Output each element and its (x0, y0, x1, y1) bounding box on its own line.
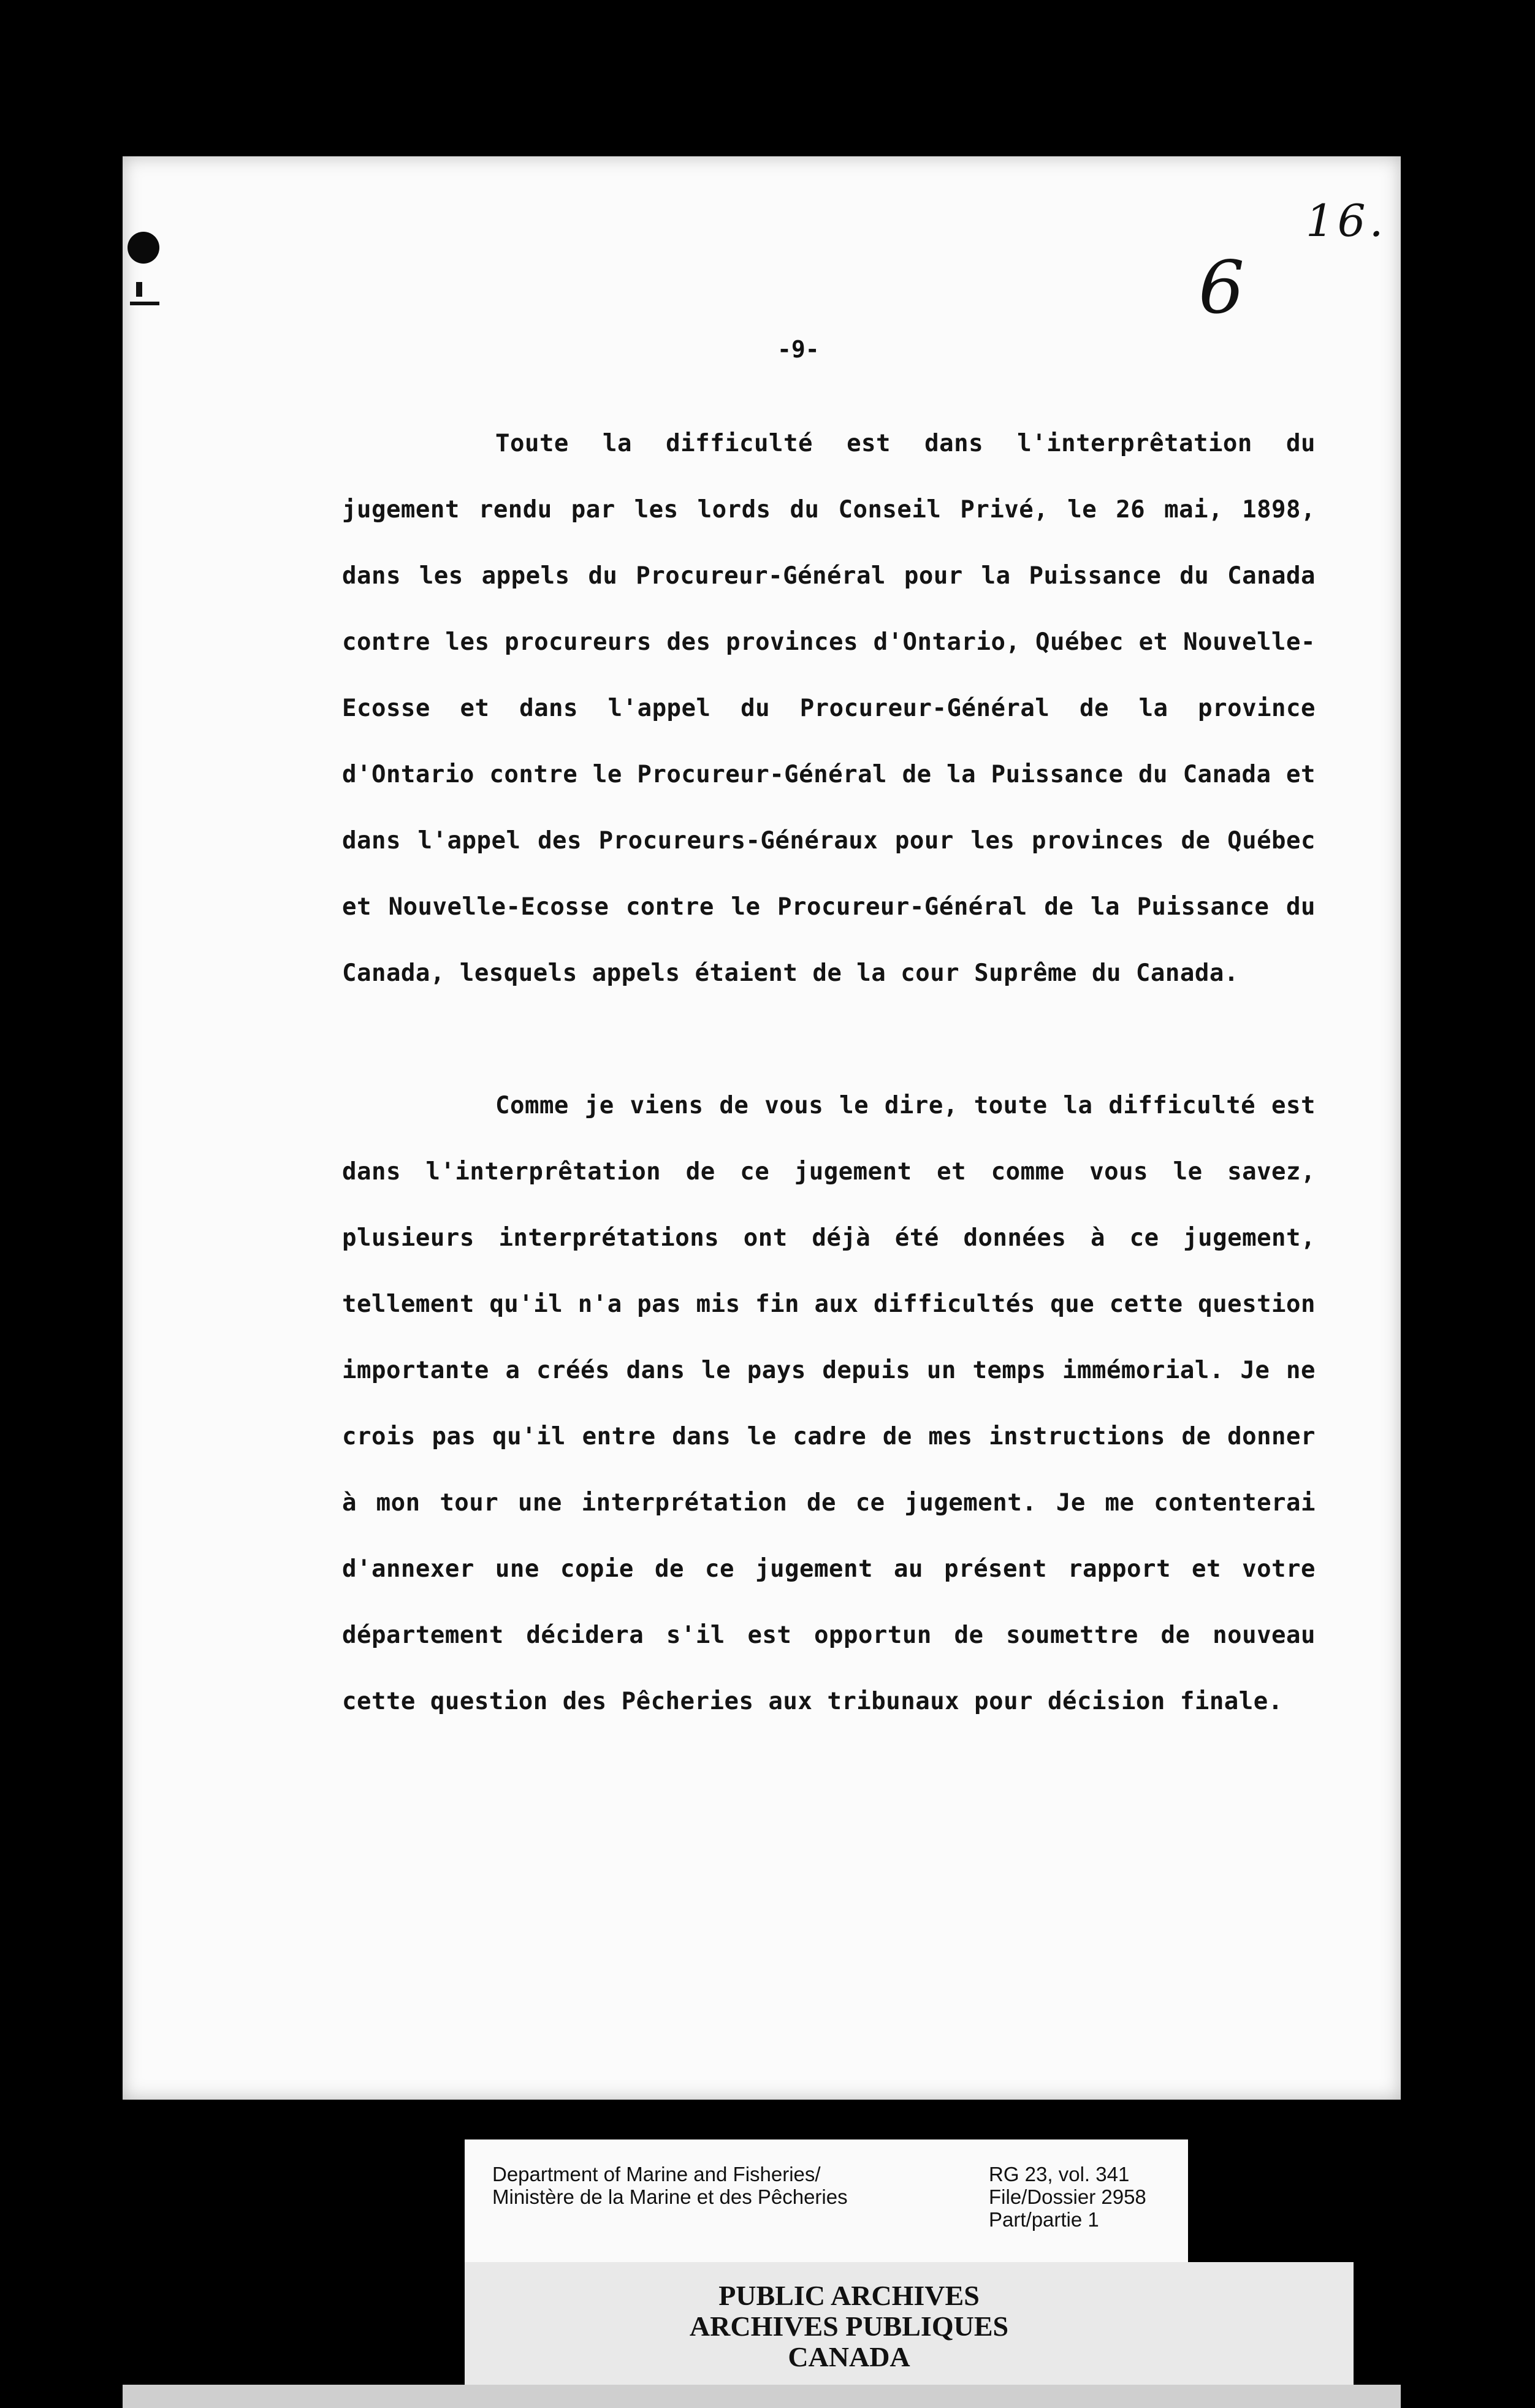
film-edge (123, 2385, 1401, 2408)
handwritten-page-mark: 6 (1198, 245, 1245, 330)
margin-dash (130, 302, 159, 305)
department-french: Ministère de la Marine et des Pêcheries (492, 2185, 848, 2208)
handwritten-folio-number: 16. (1306, 195, 1387, 246)
archive-reference-label (465, 2139, 1188, 2262)
paragraph-2: Comme je viens de vous le dire, toute la difficulté est dans l'interprêtation de ce jugement et comme vous le savez, plusieurs interprétations ont déjà été données à ce jugement, tellement qu'il n'a pas mis fin aux difficultés que cette question importante a créés dans le pays depuis un temps immémorial. Je ne crois pas qu'il entre dans le cadre de mes instructions de donner à mon tour une interprétation de ce jugement. Je me contenterai d'annexer une copie de ce jugement au présent rapport et votre département décidera s'il est opportun de soumettre de nouveau cette question des Pêcheries aux tribunaux pour décision finale. (342, 1092, 1316, 1715)
stamp-line-french: ARCHIVES PUBLIQUES (689, 2311, 1009, 2342)
typed-letter-body (342, 411, 1316, 1735)
file-number: File/Dossier 2958 (989, 2185, 1146, 2208)
stamp-line-english: PUBLIC ARCHIVES (718, 2280, 980, 2311)
margin-mark (136, 282, 142, 297)
punch-hole (128, 232, 159, 264)
paragraph-1: Toute la difficulté est dans l'interprêtation du jugement rendu par les lords du Conseil Privé, le 26 mai, 1898, dans les appels du Procureur-Général pour la Puissance du Canada contre les procureurs des provinces d'Ontario, Québec et Nouvelle-Ecosse et dans l'appel du Procureur-Général de la province d'Ontario contre le Procureur-Général de la Puissance du Canada et dans l'appel des Procureurs-Généraux pour les provinces de Québec et Nouvelle-Ecosse contre le Procureur-Général de la Puissance du Canada, lesquels appels étaient de la cour Suprême du Canada. (342, 430, 1316, 987)
stamp-line-country: CANADA (788, 2341, 910, 2372)
department-english: Department of Marine and Fisheries/ (492, 2163, 821, 2185)
part-number: Part/partie 1 (989, 2208, 1099, 2231)
public-archives-stamp (465, 2262, 1354, 2385)
page-number: -9- (777, 336, 820, 363)
record-group: RG 23, vol. 341 (989, 2163, 1130, 2185)
